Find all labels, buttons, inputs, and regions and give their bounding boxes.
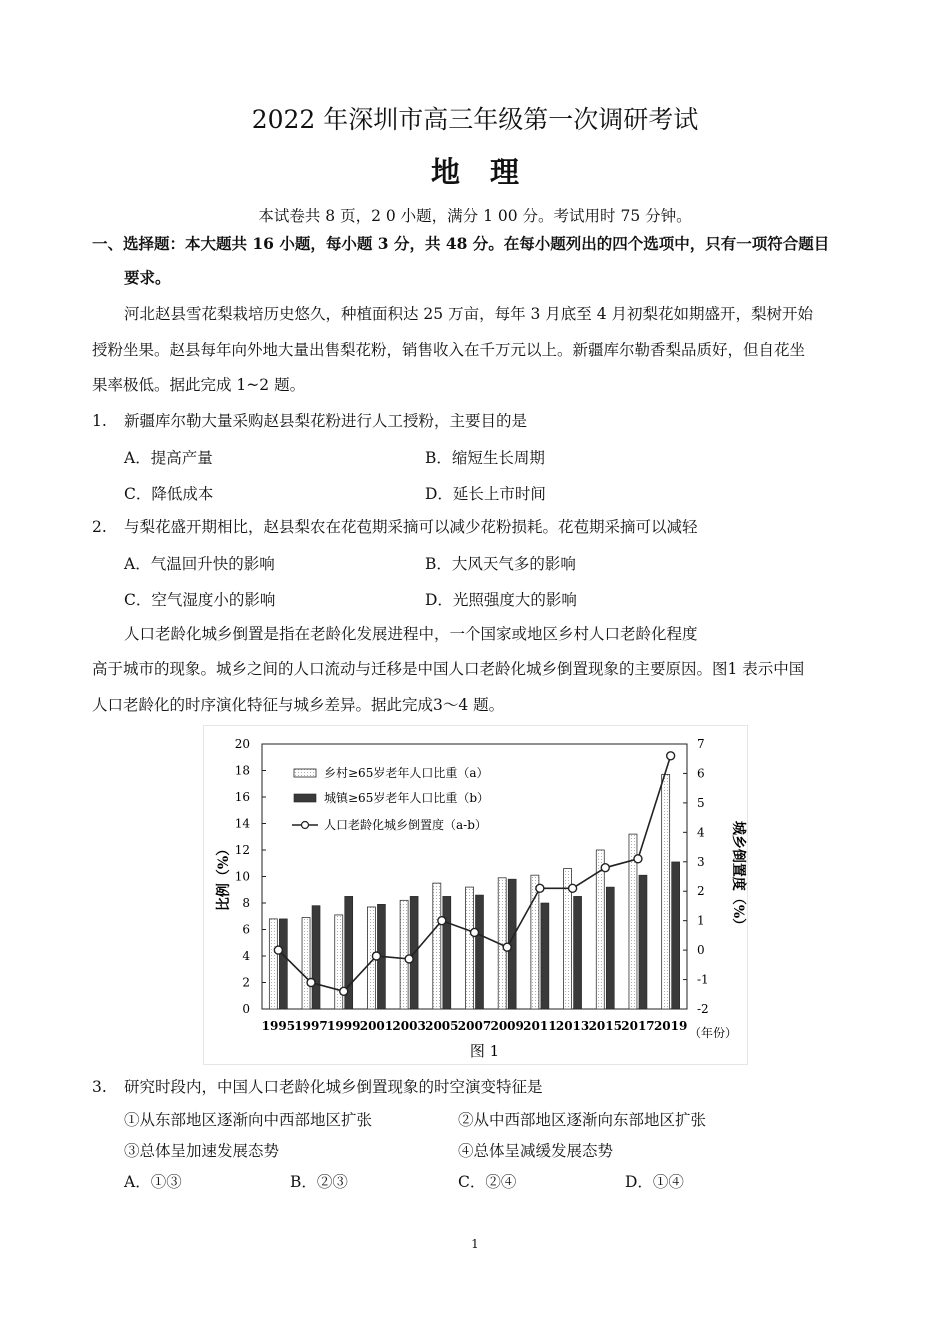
bar-rural <box>466 887 474 1009</box>
line-point <box>536 884 544 892</box>
q1-option-a: A．提高产量 <box>124 449 213 467</box>
x-tick-label: 1997 <box>294 1019 328 1033</box>
q3-statement-4: ④总体呈减缓发展态势 <box>458 1142 614 1160</box>
x-axis-unit: （年份） <box>689 1026 738 1040</box>
line-point <box>503 943 511 951</box>
line-point <box>405 955 413 963</box>
section-heading-line1: 一、选择题：本大题共 16 小题，每小题 3 分，共 48 分。在每小题列出的四个选项中，只有一项符合题目 <box>92 234 830 253</box>
passage1-line2: 授粉坐果。赵县每年向外地大量出售梨花粉，销售收入在千万元以上。新疆库尔勒香梨品质好，但自花坐 <box>92 341 806 359</box>
subject-title: 地理 <box>430 155 549 189</box>
legend-swatch-urban <box>294 794 316 802</box>
line-point <box>340 987 348 995</box>
q2-option-d: D．光照强度大的影响 <box>425 591 577 609</box>
bar-rural <box>269 919 277 1009</box>
x-tick-label: 1995 <box>261 1019 296 1033</box>
y-left-tick-label: 12 <box>234 843 250 857</box>
y-right-tick-label: 5 <box>697 795 705 810</box>
bar-urban <box>312 906 320 1009</box>
y-left-axis-title: 比例（%） <box>216 841 232 912</box>
bar-rural <box>433 883 441 1009</box>
bar-urban <box>279 919 287 1009</box>
bar-urban <box>606 887 614 1009</box>
bar-urban <box>672 862 680 1009</box>
y-right-tick-label: 0 <box>697 943 705 958</box>
x-tick-label: 2005 <box>425 1019 459 1033</box>
y-right-tick-label: -2 <box>697 1002 709 1016</box>
line-point <box>274 946 282 954</box>
legend-swatch-rural <box>294 769 316 777</box>
bar-urban <box>443 896 451 1009</box>
bar-rural <box>531 875 539 1009</box>
x-tick-label: 2003 <box>392 1019 426 1033</box>
y-right-tick-label: 4 <box>697 825 705 840</box>
bar-urban <box>639 875 647 1009</box>
q1-option-d: D．延长上市时间 <box>425 485 546 503</box>
figure-1 <box>203 725 748 1065</box>
q3-number: 3. <box>92 1078 107 1096</box>
y-right-tick-label: 3 <box>697 854 705 869</box>
legend-marker-inversion <box>302 822 309 829</box>
y-right-tick-label: 2 <box>697 884 705 899</box>
q2-number: 2. <box>92 518 107 536</box>
y-right-tick-label: 6 <box>697 766 705 781</box>
aging-chart <box>204 726 747 1064</box>
line-point <box>634 855 642 863</box>
line-point <box>438 917 446 925</box>
x-tick-label: 2013 <box>555 1019 590 1033</box>
section-heading-line2: 要求。 <box>124 268 171 287</box>
q1-option-c: C．降低成本 <box>124 485 214 503</box>
bar-urban <box>476 895 484 1009</box>
bar-urban <box>574 896 582 1009</box>
y-right-axis-title: 城乡倒置度（%） <box>730 820 746 933</box>
exam-info: 本试卷共 8 页，2 0 小题，满分 1 00 分。考试用时 75 分钟。 <box>258 207 692 225</box>
y-left-tick-label: 10 <box>234 869 250 884</box>
bar-rural <box>400 900 408 1009</box>
passage1-line1: 河北赵县雪花梨栽培历史悠久，种植面积达 25 万亩，每年 3 月底至 4 月初梨花如期盛开，梨树开始 <box>124 305 814 323</box>
q1-number: 1. <box>92 412 107 430</box>
x-tick-label: 2007 <box>457 1019 492 1033</box>
plot-frame <box>262 744 687 1009</box>
figure-caption: 图 1 <box>469 1042 500 1060</box>
y-right-tick-label: 1 <box>697 913 705 928</box>
line-point <box>601 864 609 872</box>
x-tick-label: 1999 <box>327 1019 361 1033</box>
bar-urban <box>541 903 549 1009</box>
q2-option-c: C．空气湿度小的影响 <box>124 591 276 609</box>
page-number: 1 <box>471 1237 479 1251</box>
line-point <box>471 928 479 936</box>
y-left-tick-label: 20 <box>234 737 250 751</box>
x-tick-label: 2011 <box>523 1019 557 1033</box>
y-left-tick-label: 14 <box>234 816 250 831</box>
y-left-tick-label: 16 <box>234 790 250 804</box>
q2-option-a: A．气温回升快的影响 <box>124 555 275 573</box>
bar-rural <box>662 774 670 1009</box>
y-right-tick-label: 7 <box>697 737 705 751</box>
y-left-tick-label: 4 <box>242 949 250 963</box>
exam-title: 2022 年深圳市高三年级第一次调研考试 <box>251 105 699 134</box>
y-left-tick-label: 2 <box>242 975 250 990</box>
line-point <box>667 752 675 760</box>
y-left-tick-label: 0 <box>242 1002 250 1016</box>
bar-rural <box>302 918 310 1009</box>
x-tick-label: 2017 <box>621 1019 655 1033</box>
q3-option-b: B．②③ <box>290 1173 348 1191</box>
legend-label-inversion: 人口老龄化城乡倒置度（a-b） <box>324 818 487 832</box>
q2-stem: 与梨花盛开期相比，赵县梨农在花苞期采摘可以减少花粉损耗。花苞期采摘可以减轻 <box>124 518 698 536</box>
y-left-tick-label: 6 <box>242 922 250 937</box>
q3-option-d: D．①④ <box>625 1173 684 1191</box>
passage2-line3: 人口老龄化的时序演化特征与城乡差异。据此完成3～4 题。 <box>92 696 505 714</box>
bar-rural <box>596 850 604 1009</box>
x-tick-label: 2009 <box>490 1019 524 1033</box>
q2-option-b: B．大风天气多的影响 <box>425 555 576 573</box>
passage1-line3: 果率极低。据此完成 1~2 题。 <box>92 376 306 394</box>
y-left-tick-label: 18 <box>234 763 250 778</box>
q1-option-b: B．缩短生长周期 <box>425 449 545 467</box>
passage2-line2: 高于城市的现象。城乡之间的人口流动与迁移是中国人口老龄化城乡倒置现象的主要原因。图1 表示中国 <box>92 660 805 678</box>
legend-label-urban: 城镇≥65岁老年人口比重（b） <box>324 791 490 805</box>
y-left-tick-label: 8 <box>242 896 250 910</box>
x-tick-label: 2015 <box>588 1019 622 1033</box>
x-tick-label: 2019 <box>653 1019 688 1033</box>
line-point <box>569 884 577 892</box>
q1-stem: 新疆库尔勒大量采购赵县梨花粉进行人工授粉，主要目的是 <box>124 412 528 430</box>
q3-statement-3: ③总体呈加速发展态势 <box>124 1142 280 1160</box>
legend-label-rural: 乡村≥65岁老年人口比重（a） <box>324 766 489 780</box>
line-point <box>372 952 380 960</box>
line-point <box>307 979 315 987</box>
q3-option-a: A．①③ <box>124 1173 182 1191</box>
y-right-tick-label: -1 <box>697 972 709 987</box>
q3-stem: 研究时段内，中国人口老龄化城乡倒置现象的时空演变特征是 <box>124 1078 543 1096</box>
passage2-line1: 人口老龄化城乡倒置是指在老龄化发展进程中，一个国家或地区乡村人口老龄化程度 <box>124 625 698 643</box>
q3-option-c: C．②④ <box>458 1173 517 1191</box>
q3-statement-2: ②从中西部地区逐渐向东部地区扩张 <box>458 1111 707 1129</box>
q3-statement-1: ①从东部地区逐渐向中西部地区扩张 <box>124 1111 373 1129</box>
x-tick-label: 2001 <box>359 1019 394 1033</box>
